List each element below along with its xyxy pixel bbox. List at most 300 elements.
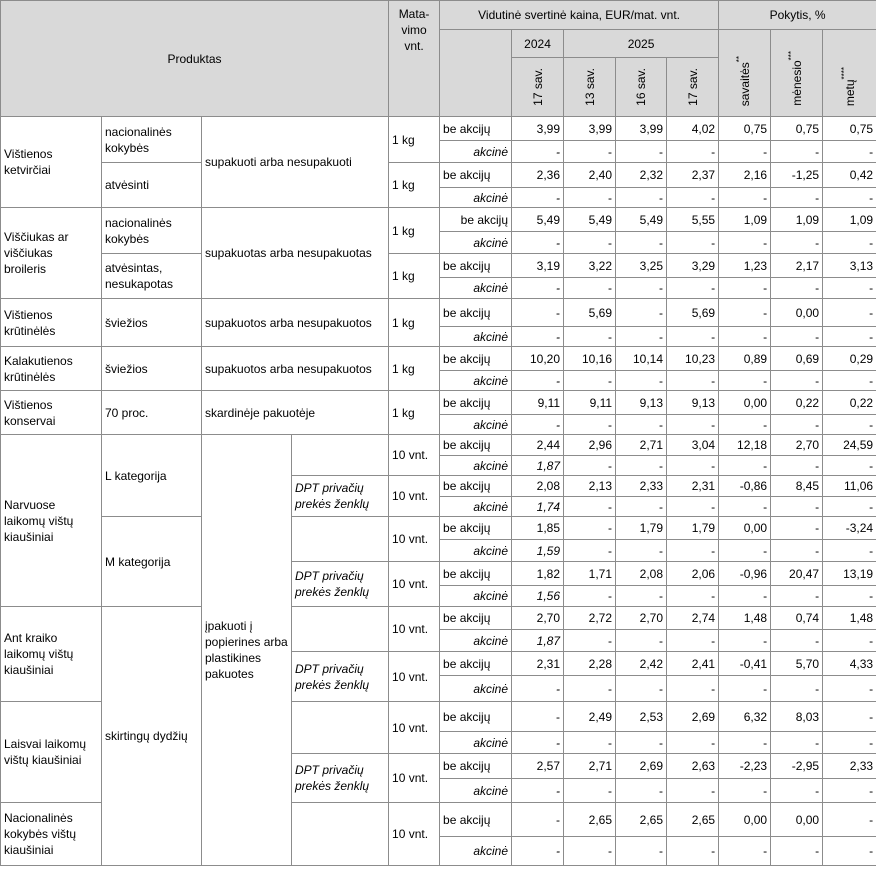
header-week-2024-17: 17 sav.: [512, 58, 564, 117]
price-type-be: be akcijų: [440, 702, 512, 732]
price-value: 2,08: [512, 476, 564, 497]
change-value: -: [719, 278, 771, 299]
change-value: -: [719, 837, 771, 866]
price-value: 1,79: [616, 517, 667, 540]
change-value: 0,00: [719, 517, 771, 540]
price-value: 1,56: [512, 586, 564, 607]
change-value: 1,48: [719, 607, 771, 630]
price-value: 2,70: [512, 607, 564, 630]
change-value: -: [823, 676, 876, 702]
brand-empty: [292, 435, 389, 476]
change-value: -: [719, 299, 771, 327]
price-type-akc: akcinė: [440, 837, 512, 866]
price-type-akc: akcinė: [440, 676, 512, 702]
price-value: -: [667, 371, 719, 391]
change-value: 24,59: [823, 435, 876, 456]
table-row: [1, 607, 876, 630]
packaging-supakuotas: supakuotas arba nesupakuotas: [202, 208, 389, 299]
price-value: 3,25: [616, 254, 667, 278]
price-value: -: [616, 278, 667, 299]
price-type-be: be akcijų: [440, 208, 512, 232]
price-value: 3,99: [616, 117, 667, 141]
price-value: 5,49: [564, 208, 616, 232]
product-vistienos-krutineles: Vištienos krūtinėlės: [1, 299, 102, 347]
price-value: 3,99: [564, 117, 616, 141]
change-value: -: [771, 540, 823, 562]
header-week-2025-16: 16 sav.: [616, 58, 667, 117]
price-value: 4,02: [667, 117, 719, 141]
product-konservai: Vištienos konservai: [1, 391, 102, 435]
change-value: -: [719, 415, 771, 435]
price-type-akc: akcinė: [440, 497, 512, 517]
unit-10vnt: 10 vnt.: [389, 607, 440, 652]
price-value: 2,72: [564, 607, 616, 630]
price-value: -: [512, 278, 564, 299]
unit-10vnt: 10 vnt.: [389, 702, 440, 754]
change-value: -: [719, 630, 771, 652]
subtype-nacionalines: nacionalinės kokybės: [102, 117, 202, 163]
packaging-skardineje: skardinėje pakuotėje: [202, 391, 389, 435]
change-value: 0,89: [719, 347, 771, 371]
change-value: -: [719, 586, 771, 607]
price-type-be: be akcijų: [440, 803, 512, 837]
price-value: 2,49: [564, 702, 616, 732]
price-value: 2,69: [616, 754, 667, 779]
table-row: [1, 347, 876, 371]
price-value: -: [512, 371, 564, 391]
change-value: -: [771, 141, 823, 163]
price-value: -: [667, 327, 719, 347]
price-value: 3,29: [667, 254, 719, 278]
price-type-akc: akcinė: [440, 779, 512, 803]
price-value: -: [564, 497, 616, 517]
price-value: -: [564, 779, 616, 803]
price-value: -: [667, 676, 719, 702]
change-value: 1,23: [719, 254, 771, 278]
price-value: 2,31: [512, 652, 564, 676]
table-row: [1, 391, 876, 415]
change-value: 1,09: [719, 208, 771, 232]
price-value: -: [667, 188, 719, 208]
price-value: -: [667, 630, 719, 652]
change-value: -: [719, 540, 771, 562]
price-value: -: [512, 732, 564, 754]
unit-10vnt: 10 vnt.: [389, 754, 440, 803]
price-value: 2,96: [564, 435, 616, 456]
change-value: 0,75: [719, 117, 771, 141]
change-value: 0,00: [771, 803, 823, 837]
price-type-akc: akcinė: [440, 456, 512, 476]
price-value: 5,49: [616, 208, 667, 232]
change-value: -: [823, 327, 876, 347]
change-value: -: [823, 415, 876, 435]
change-value: -: [771, 732, 823, 754]
change-value: 0,22: [823, 391, 876, 415]
price-value: -: [512, 299, 564, 327]
price-value: -: [512, 779, 564, 803]
price-value: 2,44: [512, 435, 564, 456]
price-value: -: [667, 456, 719, 476]
price-value: -: [512, 327, 564, 347]
header-blank: [440, 30, 512, 117]
change-value: -: [823, 837, 876, 866]
price-value: -: [667, 141, 719, 163]
price-value: 2,57: [512, 754, 564, 779]
change-value: -: [771, 497, 823, 517]
price-value: -: [564, 837, 616, 866]
price-value: 2,41: [667, 652, 719, 676]
price-type-be: be akcijų: [440, 254, 512, 278]
price-value: -: [667, 232, 719, 254]
price-type-akc: akcinė: [440, 232, 512, 254]
change-value: -: [771, 415, 823, 435]
price-value: -: [616, 415, 667, 435]
price-value: 1,87: [512, 630, 564, 652]
price-type-be: be akcijų: [440, 476, 512, 497]
price-value: -: [564, 540, 616, 562]
price-value: -: [616, 188, 667, 208]
header-week-2025-13: 13 sav.: [564, 58, 616, 117]
price-value: -: [616, 456, 667, 476]
price-value: -: [667, 837, 719, 866]
price-type-be: be akcijų: [440, 391, 512, 415]
price-value: -: [667, 278, 719, 299]
unit-10vnt: 10 vnt.: [389, 562, 440, 607]
change-value: -: [719, 732, 771, 754]
change-value: -: [823, 456, 876, 476]
price-value: -: [616, 837, 667, 866]
price-type-be: be akcijų: [440, 435, 512, 456]
price-value: -: [564, 630, 616, 652]
packaging-ipakuoti: įpakuoti į popierines arba plastikines pakuotes: [202, 435, 292, 866]
change-value: -: [719, 676, 771, 702]
price-value: 2,63: [667, 754, 719, 779]
change-value: 0,69: [771, 347, 823, 371]
header-year-2024: 2024: [512, 30, 564, 58]
brand-dpt: DPT privačių prekės ženklų: [292, 476, 389, 517]
unit-10vnt: 10 vnt.: [389, 476, 440, 517]
change-value: -: [771, 371, 823, 391]
change-value: -2,23: [719, 754, 771, 779]
price-type-akc: akcinė: [440, 630, 512, 652]
change-value: -: [823, 732, 876, 754]
change-value: -: [823, 299, 876, 327]
change-value: -: [823, 702, 876, 732]
price-value: 2,71: [616, 435, 667, 456]
table-row: [1, 163, 876, 188]
change-value: -: [771, 278, 823, 299]
price-type-be: be akcijų: [440, 299, 512, 327]
change-value: -: [823, 630, 876, 652]
price-value: -: [564, 141, 616, 163]
change-value: -: [719, 779, 771, 803]
price-type-akc: akcinė: [440, 327, 512, 347]
unit-kg: 1 kg: [389, 391, 440, 435]
subtype-skirtingu: skirtingų dydžių: [102, 607, 202, 866]
table-row: [1, 254, 876, 278]
change-value: -: [823, 278, 876, 299]
price-value: -: [616, 232, 667, 254]
change-value: -: [823, 586, 876, 607]
price-value: 2,70: [616, 607, 667, 630]
price-type-be: be akcijų: [440, 517, 512, 540]
price-value: 1,85: [512, 517, 564, 540]
change-value: 0,22: [771, 391, 823, 415]
price-value: 1,74: [512, 497, 564, 517]
price-type-akc: akcinė: [440, 415, 512, 435]
price-value: 3,99: [512, 117, 564, 141]
header-metu: metų****: [823, 30, 876, 117]
price-type-akc: akcinė: [440, 278, 512, 299]
change-value: 2,17: [771, 254, 823, 278]
price-value: 5,49: [512, 208, 564, 232]
table-body: [1, 117, 876, 866]
price-value: 2,53: [616, 702, 667, 732]
change-value: 8,45: [771, 476, 823, 497]
brand-dpt: DPT privačių prekės ženklų: [292, 754, 389, 803]
price-type-be: be akcijų: [440, 347, 512, 371]
price-value: -: [564, 188, 616, 208]
price-value: -: [512, 702, 564, 732]
unit-kg: 1 kg: [389, 299, 440, 347]
price-value: 1,82: [512, 562, 564, 586]
price-value: 2,65: [564, 803, 616, 837]
price-value: 2,36: [512, 163, 564, 188]
change-value: -: [719, 456, 771, 476]
price-value: 2,74: [667, 607, 719, 630]
price-type-be: be akcijų: [440, 652, 512, 676]
price-value: -: [667, 586, 719, 607]
change-value: -: [823, 540, 876, 562]
change-value: 6,32: [719, 702, 771, 732]
header-menesio: mėnesio***: [771, 30, 823, 117]
price-value: 1,59: [512, 540, 564, 562]
price-type-akc: akcinė: [440, 732, 512, 754]
price-value: -: [512, 415, 564, 435]
price-value: 1,71: [564, 562, 616, 586]
change-value: -: [719, 327, 771, 347]
subtype-nacionalines: nacionalinės kokybės: [102, 208, 202, 254]
change-value: -2,95: [771, 754, 823, 779]
change-value: 2,16: [719, 163, 771, 188]
change-value: -: [771, 327, 823, 347]
price-value: -: [564, 415, 616, 435]
product-nacionalines-kiausiniai: Nacionalinės kokybės vištų kiaušiniai: [1, 803, 102, 866]
change-value: -0,96: [719, 562, 771, 586]
price-value: -: [667, 415, 719, 435]
table-row: [1, 517, 876, 540]
header-year-2025: 2025: [564, 30, 719, 58]
price-value: -: [564, 676, 616, 702]
change-value: 0,42: [823, 163, 876, 188]
unit-kg: 1 kg: [389, 254, 440, 299]
price-value: 2,71: [564, 754, 616, 779]
change-value: 0,75: [823, 117, 876, 141]
change-value: 0,00: [771, 299, 823, 327]
change-value: -: [771, 630, 823, 652]
change-value: -: [771, 456, 823, 476]
price-value: -: [667, 540, 719, 562]
price-value: 9,13: [667, 391, 719, 415]
header-matavimo: Mata-vimo vnt.: [389, 1, 440, 117]
price-value: 3,19: [512, 254, 564, 278]
header-savaites: savaitės**: [719, 30, 771, 117]
unit-kg: 1 kg: [389, 347, 440, 391]
price-value: 2,31: [667, 476, 719, 497]
price-value: 2,65: [616, 803, 667, 837]
change-value: -: [771, 188, 823, 208]
brand-dpt: DPT privačių prekės ženklų: [292, 562, 389, 607]
change-value: -: [719, 141, 771, 163]
change-value: 0,75: [771, 117, 823, 141]
price-value: 3,04: [667, 435, 719, 456]
price-type-be: be akcijų: [440, 607, 512, 630]
price-value: -: [512, 141, 564, 163]
price-type-akc: akcinė: [440, 188, 512, 208]
change-value: -: [823, 371, 876, 391]
price-type-be: be akcijų: [440, 117, 512, 141]
product-narvuose: Narvuose laikomų vištų kiaušiniai: [1, 435, 102, 607]
table-row: [1, 435, 876, 456]
unit-10vnt: 10 vnt.: [389, 517, 440, 562]
brand-empty: [292, 607, 389, 652]
subtype-sviezios: šviežios: [102, 347, 202, 391]
price-value: -: [616, 779, 667, 803]
price-value: -: [616, 299, 667, 327]
packaging-supakuotos: supakuotos arba nesupakuotos: [202, 299, 389, 347]
change-value: 0,74: [771, 607, 823, 630]
change-value: 3,13: [823, 254, 876, 278]
unit-10vnt: 10 vnt.: [389, 435, 440, 476]
change-value: -: [823, 779, 876, 803]
price-value: -: [564, 517, 616, 540]
price-value: 2,37: [667, 163, 719, 188]
change-value: -: [823, 188, 876, 208]
change-value: -: [719, 232, 771, 254]
price-value: -: [667, 732, 719, 754]
subtype-l-kategorija: L kategorija: [102, 435, 202, 517]
price-value: -: [512, 232, 564, 254]
change-value: 8,03: [771, 702, 823, 732]
change-value: -: [771, 837, 823, 866]
price-value: -: [616, 676, 667, 702]
change-value: -: [771, 586, 823, 607]
change-value: -: [771, 779, 823, 803]
change-value: 4,33: [823, 652, 876, 676]
unit-kg: 1 kg: [389, 208, 440, 254]
price-value: 10,14: [616, 347, 667, 371]
unit-kg: 1 kg: [389, 117, 440, 163]
price-value: -: [616, 327, 667, 347]
price-value: -: [616, 732, 667, 754]
change-value: -: [771, 517, 823, 540]
header-kaina: Vidutinė svertinė kaina, EUR/mat. vnt.: [440, 1, 719, 30]
price-value: 10,23: [667, 347, 719, 371]
change-value: -0,86: [719, 476, 771, 497]
table-row: [1, 208, 876, 232]
price-value: 2,32: [616, 163, 667, 188]
change-value: 1,09: [771, 208, 823, 232]
change-value: 0,00: [719, 803, 771, 837]
price-value: -: [564, 732, 616, 754]
brand-dpt: DPT privačių prekės ženklų: [292, 652, 389, 702]
price-value: 2,69: [667, 702, 719, 732]
product-viscuikas: Viščiukas ar viščiukas broileris: [1, 208, 102, 299]
product-laisvai: Laisvai laikomų vištų kiaušiniai: [1, 702, 102, 803]
subtype-atvesintas: atvėsintas, nesukapotas: [102, 254, 202, 299]
price-value: -: [616, 540, 667, 562]
change-value: -: [719, 371, 771, 391]
unit-10vnt: 10 vnt.: [389, 803, 440, 866]
price-value: 2,40: [564, 163, 616, 188]
change-value: -: [719, 188, 771, 208]
price-type-be: be akcijų: [440, 754, 512, 779]
price-value: -: [512, 803, 564, 837]
subtype-atvesinti: atvėsinti: [102, 163, 202, 208]
header-week-2025-17: 17 sav.: [667, 58, 719, 117]
price-value: 9,11: [512, 391, 564, 415]
price-value: -: [512, 837, 564, 866]
subtype-m-kategorija: M kategorija: [102, 517, 202, 607]
price-value: 3,22: [564, 254, 616, 278]
change-value: 20,47: [771, 562, 823, 586]
change-value: -0,41: [719, 652, 771, 676]
brand-empty: [292, 517, 389, 562]
subtype-70proc: 70 proc.: [102, 391, 202, 435]
change-value: 2,33: [823, 754, 876, 779]
price-type-akc: akcinė: [440, 141, 512, 163]
change-value: -: [823, 803, 876, 837]
price-value: -: [512, 676, 564, 702]
brand-empty: [292, 803, 389, 866]
change-value: -: [823, 497, 876, 517]
change-value: -: [771, 676, 823, 702]
change-value: 5,70: [771, 652, 823, 676]
price-value: -: [564, 232, 616, 254]
price-value: -: [667, 779, 719, 803]
price-value: 10,20: [512, 347, 564, 371]
change-value: 0,29: [823, 347, 876, 371]
price-value: 2,42: [616, 652, 667, 676]
price-value: 9,11: [564, 391, 616, 415]
brand-empty: [292, 702, 389, 754]
product-vistienos-ketvirciai: Vištienos ketvirčiai: [1, 117, 102, 208]
price-value: 9,13: [616, 391, 667, 415]
price-type-be: be akcijų: [440, 163, 512, 188]
price-type-akc: akcinė: [440, 371, 512, 391]
price-value: 5,69: [667, 299, 719, 327]
price-type-be: be akcijų: [440, 562, 512, 586]
change-value: 12,18: [719, 435, 771, 456]
change-value: 11,06: [823, 476, 876, 497]
product-ant-kraiko: Ant kraiko laikomų vištų kiaušiniai: [1, 607, 102, 702]
price-value: 2,28: [564, 652, 616, 676]
price-value: 5,69: [564, 299, 616, 327]
price-value: -: [564, 586, 616, 607]
price-value: -: [616, 371, 667, 391]
price-type-akc: akcinė: [440, 586, 512, 607]
change-value: 1,48: [823, 607, 876, 630]
price-value: 10,16: [564, 347, 616, 371]
price-value: -: [564, 456, 616, 476]
header-pokytis: Pokytis, %: [719, 1, 876, 30]
price-value: 1,79: [667, 517, 719, 540]
price-value: -: [564, 371, 616, 391]
header-produktas: Produktas: [1, 1, 389, 117]
product-kalakutienos: Kalakutienos krūtinėlės: [1, 347, 102, 391]
unit-kg: 1 kg: [389, 163, 440, 208]
price-value: -: [616, 586, 667, 607]
